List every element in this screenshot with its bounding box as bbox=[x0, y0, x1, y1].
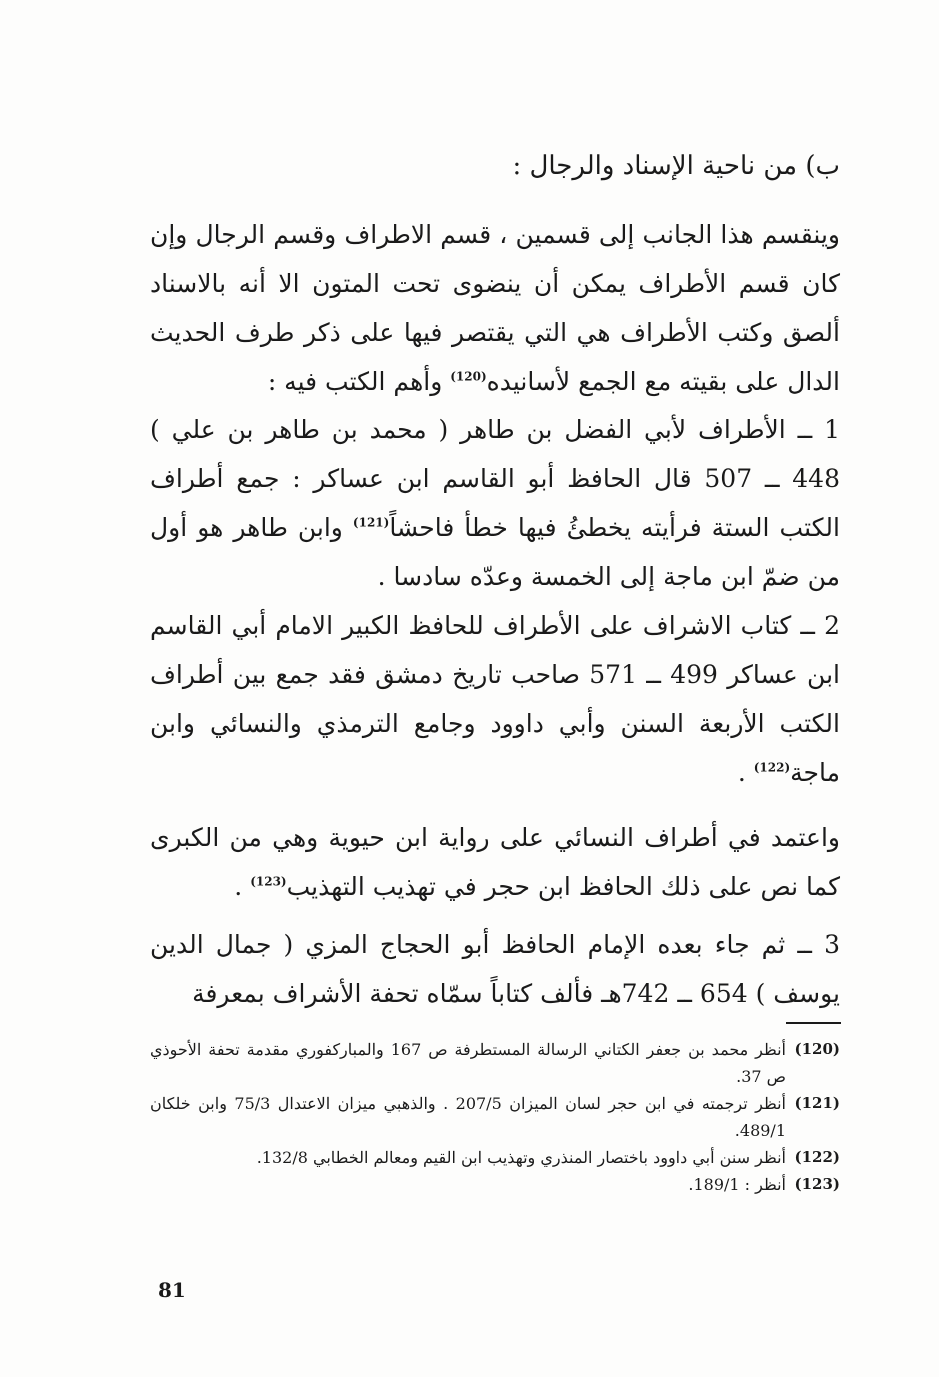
footnote-ref-123[interactable]: (123) bbox=[250, 874, 287, 889]
paragraph-nasai bbox=[150, 813, 840, 911]
footnotes bbox=[150, 1036, 840, 1198]
footnote-ref-122[interactable]: (122) bbox=[753, 760, 791, 775]
footnote bbox=[150, 1171, 840, 1198]
paragraph-item-2 bbox=[150, 601, 840, 797]
paragraph-text: وينقسم هذا الجانب إلى قسمين ، قسم الاطراف وقسم الرجال وإن كان قسم الأطراف يمكن أن ينضوى تحت المتون الا أنه بالاسناد ألصق وكتب الأطراف هي التي يقتصر فيها على ذكر طرف الحديث الدال على بقيته مع الجمع لأسانيده bbox=[150, 220, 840, 396]
paragraph-text: وابن طاهر هو أول من ضمّ ابن ماجة إلى الخمسة وعدّه سادسا . bbox=[150, 513, 840, 591]
footnote-number: (123) bbox=[794, 1175, 840, 1193]
footnote-text: أنظر ترجمته في ابن حجر لسان الميزان 207/5 . والذهبي ميزان الاعتدال 75/3 وابن خلكان 489/1. bbox=[150, 1094, 786, 1140]
footnote bbox=[150, 1144, 840, 1171]
footnote-number: (121) bbox=[794, 1094, 840, 1112]
paragraph-text: واعتمد في أطراف النسائي على رواية ابن حيوية وهي من الكبرى كما نص على ذلك الحافظ ابن حجر في تهذيب التهذيب bbox=[150, 823, 840, 901]
footnote bbox=[150, 1036, 840, 1090]
footnote-ref-121[interactable]: (121) bbox=[352, 515, 390, 530]
paragraph-item-3: 3 ــ ثم جاء بعده الإمام الحافظ أبو الحجاج المزي ( جمال الدين يوسف ) 654 ــ 742هـ فألف كتاباً سمّاه تحفة الأشراف بمعرفة bbox=[150, 930, 840, 1008]
footnote-number: (120) bbox=[794, 1040, 840, 1058]
footnote-text: أنظر محمد بن جعفر الكتاني الرسالة المستطرفة ص 167 والمباركفوري مقدمة تحفة الأحوذي ص 37. bbox=[150, 1040, 786, 1086]
footnote-text: أنظر سنن أبي داوود باختصار المنذري وتهذيب ابن القيم ومعالم الخطابي 132/8. bbox=[256, 1148, 786, 1167]
paragraph-text: . bbox=[737, 758, 754, 787]
footnote bbox=[150, 1090, 840, 1144]
footnote-number: (122) bbox=[794, 1148, 840, 1166]
footnote-text: أنظر : 189/1. bbox=[688, 1175, 786, 1194]
page-number: 81 bbox=[158, 1278, 186, 1302]
paragraph-text: وأهم الكتب فيه : bbox=[267, 367, 451, 396]
paragraph-item-1 bbox=[150, 405, 840, 601]
footnote-ref-120[interactable]: (120) bbox=[450, 369, 487, 384]
footnote-divider bbox=[786, 1022, 841, 1024]
paragraph-intro bbox=[150, 210, 840, 406]
paragraph-text: 1 ــ الأطراف لأبي الفضل بن طاهر ( محمد بن طاهر بن علي ) 448 ــ 507 قال الحافظ أبو القاسم ابن عساكر : جمع أطراف الكتب الستة فرأيته يخطئُ فيها خطأ فاحشاً bbox=[150, 415, 840, 542]
paragraph-text: 2 ــ كتاب الاشراف على الأطراف للحافظ الكبير الامام أبي القاسم ابن عساكر 499 ــ 571 صاحب تاريخ دمشق فقد جمع بين أطراف الكتب الأربعة السنن وأبي داوود وجامع الترمذي والنسائي وابن ماجة bbox=[150, 611, 840, 787]
section-heading: ب) من ناحية الإسناد والرجال : bbox=[512, 151, 840, 181]
paragraph-text: . bbox=[234, 872, 251, 901]
